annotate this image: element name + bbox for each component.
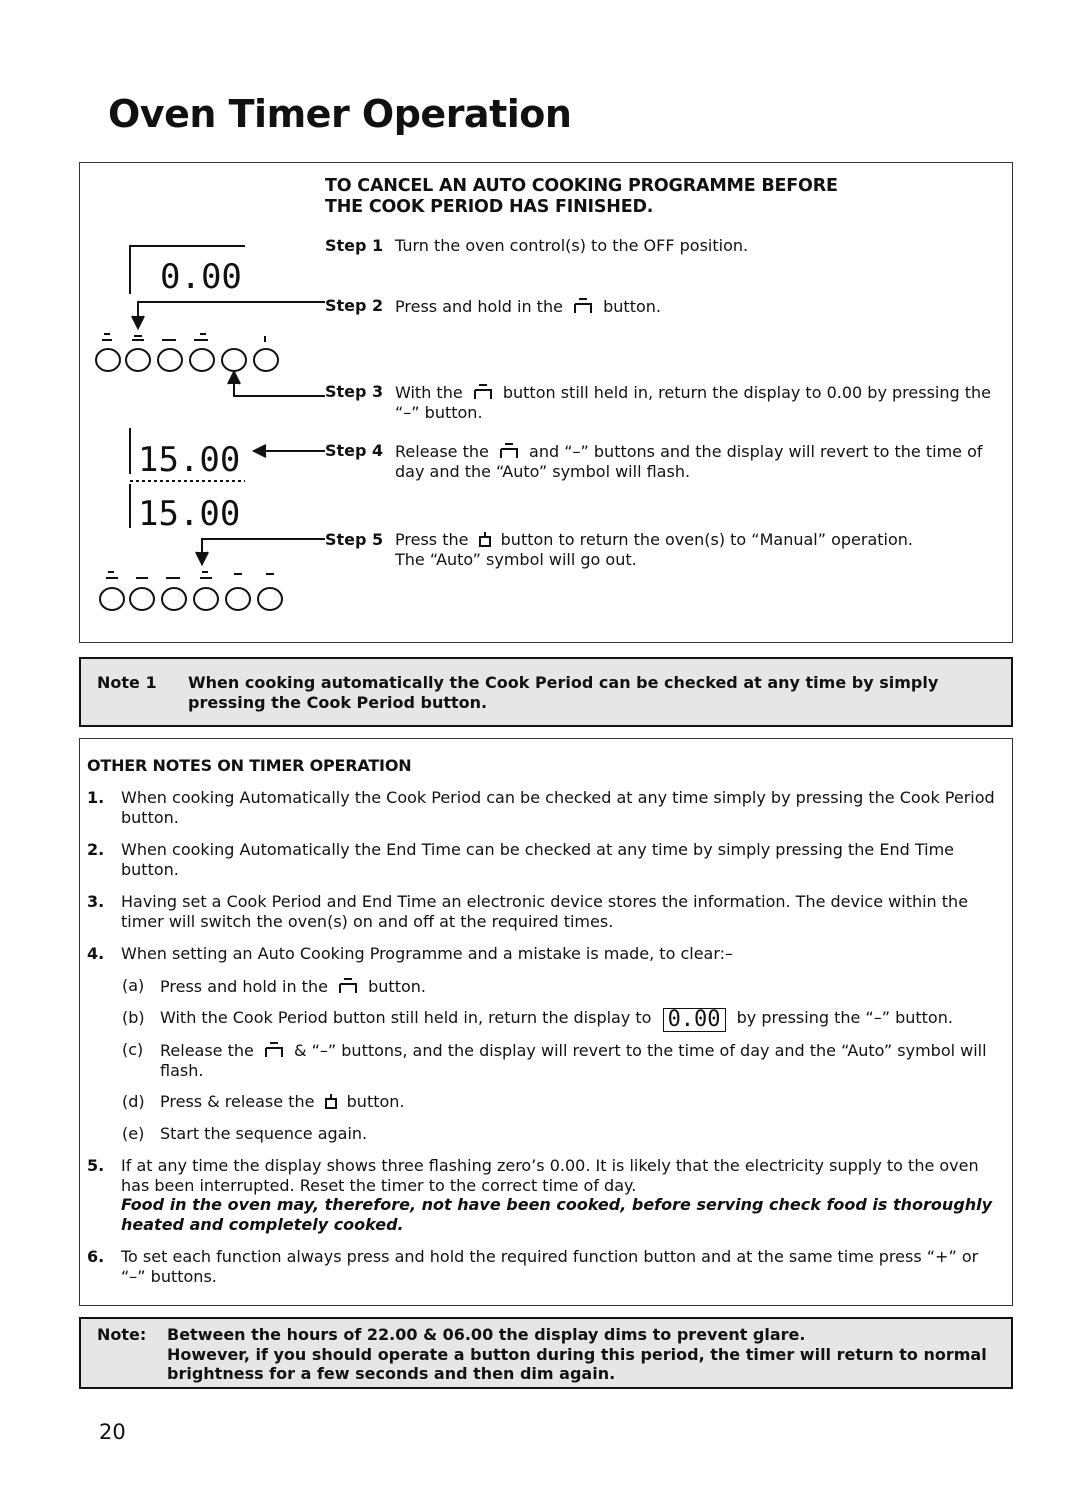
step-4-text-after: and “–” buttons and the display will revert to the time of day and the “Auto” symbol will flash.: [395, 442, 983, 481]
cook-period-icon: [263, 1040, 285, 1058]
sub-item-letter: (c): [122, 1040, 144, 1059]
step-4-label: Step 4: [325, 441, 384, 460]
sub-item-text: [160, 1008, 990, 1032]
cook-period-icon: [498, 441, 520, 459]
cook-period-icon: [572, 296, 594, 314]
step-3-text-after: button still held in, return the display to 0.00 by pressing the “–” button.: [395, 383, 991, 422]
sub-item-text-before: Release the: [160, 1041, 254, 1060]
step-5-text: [395, 530, 1010, 569]
timer-display-diagram: [90, 236, 330, 626]
step-1-text: Turn the oven control(s) to the OFF position.: [395, 236, 749, 255]
sub-item-text-before: With the Cook Period button still held in, return the display to: [160, 1008, 652, 1027]
list-item-number: 5.: [87, 1156, 105, 1175]
step-3-text: [395, 382, 1010, 422]
step-3-label: Step 3: [325, 382, 384, 401]
step-5-text-before: Press the: [395, 530, 469, 549]
sub-item-text-after: & “–” buttons, and the display will revert to the time of day and the “Auto” symbol will flash.: [160, 1041, 987, 1080]
sub-item-text-before: Press and hold in the: [160, 977, 328, 996]
step-2-text: [395, 296, 1010, 317]
page-title: Oven Timer Operation: [108, 92, 572, 136]
sub-item-letter: (a): [122, 976, 145, 995]
list-item-text: [121, 1156, 1001, 1234]
list-item-number: 3.: [87, 892, 105, 911]
other-notes-heading: OTHER NOTES ON TIMER OPERATION: [87, 756, 412, 775]
sub-item-letter: (e): [122, 1124, 145, 1143]
list-item-body: If at any time the display shows three flashing zero’s 0.00. It is likely that the electricity supply to the oven has been interrupted. Reset the timer to the correct time of day.: [121, 1156, 979, 1195]
cancel-heading-line1: TO CANCEL AN AUTO COOKING PROGRAMME BEFORE: [325, 176, 838, 196]
note-2-label: Note:: [97, 1325, 147, 1344]
display-reading-2: 15.00: [138, 440, 241, 480]
note-2-line1: Between the hours of 22.00 & 06.00 the display dims to prevent glare.: [167, 1325, 806, 1344]
cook-period-icon: [337, 976, 359, 994]
sub-item-text: [160, 1040, 990, 1080]
note-2-text: [167, 1325, 997, 1384]
note-1-box: [79, 657, 1013, 727]
note-1-label: Note 1: [97, 673, 157, 692]
manual-icon: [324, 1093, 338, 1109]
sub-item-text: [160, 976, 990, 997]
step-1-label: Step 1: [325, 236, 384, 255]
step-4-text-before: Release the: [395, 442, 489, 461]
sub-item-letter: (d): [122, 1092, 145, 1111]
list-item-text: Having set a Cook Period and End Time an electronic device stores the information. The device within the timer will switch the oven(s) on and off at the required times.: [121, 892, 969, 931]
cancel-heading: [325, 176, 838, 218]
list-item-text: When cooking Automatically the End Time can be checked at any time by simply pressing the End Time button.: [121, 840, 955, 879]
sub-item-letter: (b): [122, 1008, 145, 1027]
note-1-text: When cooking automatically the Cook Period can be checked at any time by simply pressing the Cook Period button.: [188, 673, 939, 712]
cook-period-icon: [472, 382, 494, 400]
list-item-text: When setting an Auto Cooking Programme and a mistake is made, to clear:–: [121, 944, 734, 963]
step-5-text-after: button to return the oven(s) to “Manual” operation.: [500, 530, 914, 549]
note-2-box: [79, 1317, 1013, 1389]
step-3-text-before: With the: [395, 383, 463, 402]
display-reading-3: 15.00: [138, 494, 241, 534]
manual-icon: [478, 531, 492, 547]
display-reading-1: 0.00: [160, 257, 242, 297]
step-2-label: Step 2: [325, 296, 384, 315]
sub-item-text: Start the sequence again.: [160, 1124, 368, 1143]
step-5-label: Step 5: [325, 530, 384, 549]
sub-item-text-after: by pressing the “–” button.: [736, 1008, 953, 1027]
step-4-text: [395, 441, 1010, 481]
list-item-number: 2.: [87, 840, 105, 859]
step-5-line2: The “Auto” symbol will go out.: [395, 549, 637, 569]
list-item-number: 4.: [87, 944, 105, 963]
list-item-number: 1.: [87, 788, 105, 807]
food-safety-warning: Food in the oven may, therefore, not have been cooked, before serving check food is thoroughly heated and completely cooked.: [121, 1195, 993, 1234]
list-item-text: To set each function always press and hold the required function button and at the same time press “+” or “–” buttons.: [121, 1247, 979, 1286]
cancel-heading-line2: THE COOK PERIOD HAS FINISHED.: [325, 197, 654, 217]
note-2-line2: However, if you should operate a button during this period, the timer will return to normal brightness for a few seconds and then dim again.: [167, 1344, 987, 1383]
list-item-text: When cooking Automatically the Cook Period can be checked at any time simply by pressing the Cook Period button.: [121, 788, 995, 827]
sub-item-text-after: button.: [346, 1092, 405, 1111]
step-2-text-before: Press and hold in the: [395, 297, 563, 316]
sub-item-text-before: Press & release the: [160, 1092, 315, 1111]
step-2-text-after: button.: [603, 297, 661, 316]
list-item-number: 6.: [87, 1247, 105, 1266]
page-number: 20: [99, 1420, 126, 1444]
display-0-00-icon: 0.00: [663, 1008, 726, 1032]
sub-item-text-after: button.: [368, 977, 426, 996]
sub-item-text: [160, 1092, 990, 1112]
